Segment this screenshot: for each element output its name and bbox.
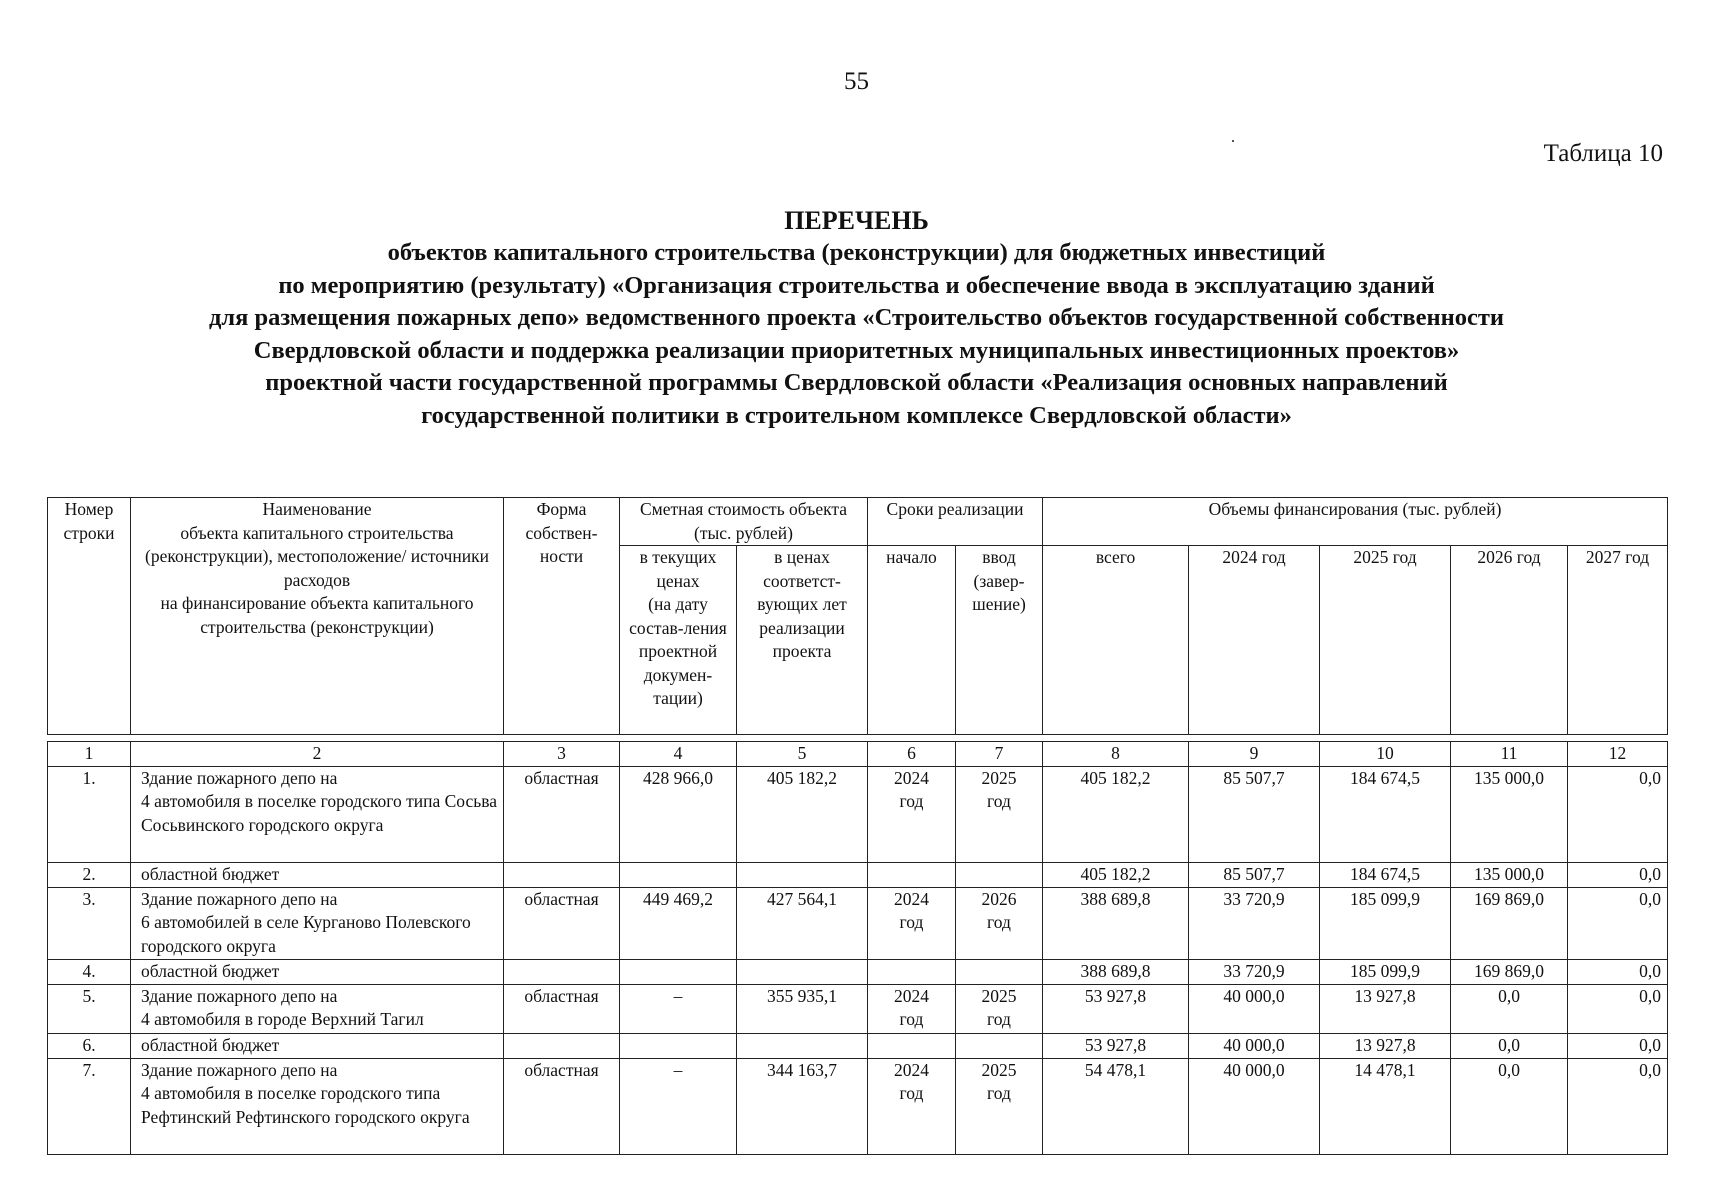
- total-cell: 405 182,2: [1043, 862, 1189, 887]
- row-number-cell: 5.: [48, 984, 131, 1033]
- header-funding: Объемы финансирования (тыс. рублей): [1043, 498, 1668, 546]
- funding-2026-cell: 169 869,0: [1451, 959, 1568, 984]
- column-number: 3: [504, 742, 620, 767]
- funding-2026-cell: 0,0: [1451, 984, 1568, 1033]
- ownership-cell: [504, 1033, 620, 1058]
- finish-cell: [956, 1033, 1043, 1058]
- title-line: по мероприятию (результату) «Организация строительства и обеспечение ввода в эксплуатацию зданий: [278, 271, 1435, 299]
- funding-2024-cell: 40 000,0: [1189, 984, 1320, 1033]
- funding-2025-cell: 184 674,5: [1320, 862, 1451, 887]
- funding-2026-cell: 0,0: [1451, 1058, 1568, 1154]
- object-name-cell: областной бюджет: [131, 862, 504, 887]
- cost-current-cell: –: [620, 1058, 737, 1154]
- total-cell: 53 927,8: [1043, 984, 1189, 1033]
- header-2025: 2025 год: [1320, 546, 1451, 735]
- ownership-cell: [504, 862, 620, 887]
- data-rows: [48, 766, 1668, 1154]
- funding-2027-cell: 0,0: [1568, 862, 1668, 887]
- start-cell: 2024 год: [868, 984, 956, 1033]
- table-label: Таблица 10: [1543, 140, 1663, 167]
- funding-2024-cell: 85 507,7: [1189, 862, 1320, 887]
- object-name-cell: Здание пожарного депо на 4 автомобиля в поселке городского типа Рефтинский Рефтинского городского округа: [131, 1058, 504, 1154]
- start-cell: 2024 год: [868, 1058, 956, 1154]
- table-header: [47, 497, 1668, 735]
- header-name: Наименование объекта капитального строительства (реконструкции), местоположение/ источники расходов на финансирование объекта капитального строительства (реконструкции): [131, 498, 504, 735]
- funding-2025-cell: 13 927,8: [1320, 1033, 1451, 1058]
- header-2026: 2026 год: [1451, 546, 1568, 735]
- funding-2027-cell: 0,0: [1568, 959, 1668, 984]
- table-row: [48, 862, 1668, 887]
- funding-2026-cell: 0,0: [1451, 1033, 1568, 1058]
- title-main: ПЕРЕЧЕНЬ: [784, 206, 929, 235]
- cost-current-cell: [620, 959, 737, 984]
- funding-2026-cell: 169 869,0: [1451, 887, 1568, 959]
- title-line: для размещения пожарных депо» ведомственного проекта «Строительство объектов государственной собственности: [208, 304, 1505, 331]
- cost-years-cell: 405 182,2: [737, 766, 868, 862]
- column-number: 8: [1043, 742, 1189, 767]
- column-number: 12: [1568, 742, 1668, 767]
- header-total: всего: [1043, 546, 1189, 735]
- ownership-cell: областная: [504, 984, 620, 1033]
- start-cell: [868, 1033, 956, 1058]
- funding-2026-cell: 135 000,0: [1451, 862, 1568, 887]
- column-number: 2: [131, 742, 504, 767]
- title-line: Свердловской области и поддержка реализации приоритетных муниципальных инвестиционных проектов»: [253, 336, 1460, 364]
- finish-cell: [956, 959, 1043, 984]
- funding-2025-cell: 185 099,9: [1320, 959, 1451, 984]
- cost-current-cell: 449 469,2: [620, 887, 737, 959]
- funding-2027-cell: 0,0: [1568, 766, 1668, 862]
- header-estimated-cost: Сметная стоимость объекта (тыс. рублей): [620, 498, 868, 546]
- column-number: 10: [1320, 742, 1451, 767]
- column-number: 6: [868, 742, 956, 767]
- header-2027: 2027 год: [1568, 546, 1668, 735]
- cost-years-cell: 355 935,1: [737, 984, 868, 1033]
- document-title: [0, 205, 1713, 432]
- funding-2024-cell: 33 720,9: [1189, 887, 1320, 959]
- object-name-cell: Здание пожарного депо на 4 автомобиля в поселке городского типа Сосьва Сосьвинского городского округа: [131, 766, 504, 862]
- finish-cell: 2025 год: [956, 766, 1043, 862]
- funding-2024-cell: 85 507,7: [1189, 766, 1320, 862]
- total-cell: 53 927,8: [1043, 1033, 1189, 1058]
- header-timeline: Сроки реализации: [868, 498, 1043, 546]
- row-number-cell: 2.: [48, 862, 131, 887]
- total-cell: 388 689,8: [1043, 887, 1189, 959]
- cost-years-cell: [737, 1033, 868, 1058]
- table-row: [48, 984, 1668, 1033]
- row-number-cell: 1.: [48, 766, 131, 862]
- row-number-cell: 7.: [48, 1058, 131, 1154]
- start-cell: 2024 год: [868, 887, 956, 959]
- object-name-cell: областной бюджет: [131, 1033, 504, 1058]
- table-row: [48, 959, 1668, 984]
- funding-2026-cell: 135 000,0: [1451, 766, 1568, 862]
- funding-2027-cell: 0,0: [1568, 887, 1668, 959]
- funding-2025-cell: 185 099,9: [1320, 887, 1451, 959]
- header-cost-current: в текущих ценах (на дату состав-ления проектной докумен-тации): [620, 546, 737, 735]
- table-row: [48, 1033, 1668, 1058]
- cost-current-cell: 428 966,0: [620, 766, 737, 862]
- finish-cell: 2026 год: [956, 887, 1043, 959]
- object-name-cell: Здание пожарного депо на 6 автомобилей в селе Курганово Полевского городского округа: [131, 887, 504, 959]
- cost-current-cell: [620, 1033, 737, 1058]
- column-number: 11: [1451, 742, 1568, 767]
- ownership-cell: [504, 959, 620, 984]
- funding-2027-cell: 0,0: [1568, 1058, 1668, 1154]
- object-name-cell: Здание пожарного депо на 4 автомобиля в городе Верхний Тагил: [131, 984, 504, 1033]
- header-ownership: Форма собствен-ности: [504, 498, 620, 735]
- row-number-cell: 6.: [48, 1033, 131, 1058]
- ownership-cell: областная: [504, 766, 620, 862]
- header-cost-years: в ценах соответст-вующих лет реализации проекта: [737, 546, 868, 735]
- table-row: [48, 766, 1668, 862]
- table-row: [48, 887, 1668, 959]
- header-finish: ввод (завер-шение): [956, 546, 1043, 735]
- cost-years-cell: 344 163,7: [737, 1058, 868, 1154]
- start-cell: 2024 год: [868, 766, 956, 862]
- cost-years-cell: [737, 959, 868, 984]
- column-number-row: [48, 742, 1668, 767]
- funding-2024-cell: 33 720,9: [1189, 959, 1320, 984]
- finish-cell: [956, 862, 1043, 887]
- header-row-number: Номер строки: [48, 498, 131, 735]
- header-2024: 2024 год: [1189, 546, 1320, 735]
- finish-cell: 2025 год: [956, 984, 1043, 1033]
- finish-cell: 2025 год: [956, 1058, 1043, 1154]
- total-cell: 405 182,2: [1043, 766, 1189, 862]
- cost-years-cell: 427 564,1: [737, 887, 868, 959]
- funding-2024-cell: 40 000,0: [1189, 1058, 1320, 1154]
- title-line: объектов капитального строительства (реконструкции) для бюджетных инвестиций: [387, 239, 1326, 266]
- cost-current-cell: –: [620, 984, 737, 1033]
- funding-2025-cell: 184 674,5: [1320, 766, 1451, 862]
- header-start: начало: [868, 546, 956, 735]
- total-cell: 388 689,8: [1043, 959, 1189, 984]
- start-cell: [868, 959, 956, 984]
- funding-2027-cell: 0,0: [1568, 1033, 1668, 1058]
- funding-2025-cell: 14 478,1: [1320, 1058, 1451, 1154]
- table-row: [48, 1058, 1668, 1154]
- title-line: проектной части государственной программы Свердловской области «Реализация основных направлений: [265, 369, 1448, 396]
- object-name-cell: областной бюджет: [131, 959, 504, 984]
- scan-speck: [1232, 140, 1234, 142]
- column-number: 1: [48, 742, 131, 767]
- funding-2027-cell: 0,0: [1568, 984, 1668, 1033]
- cost-years-cell: [737, 862, 868, 887]
- table-body: [47, 741, 1668, 1155]
- column-number: 7: [956, 742, 1043, 767]
- ownership-cell: областная: [504, 1058, 620, 1154]
- funding-2025-cell: 13 927,8: [1320, 984, 1451, 1033]
- column-number: 5: [737, 742, 868, 767]
- page-number: 55: [844, 68, 869, 95]
- title-line: государственной политики в строительном комплексе Свердловской области»: [421, 401, 1292, 429]
- total-cell: 54 478,1: [1043, 1058, 1189, 1154]
- ownership-cell: областная: [504, 887, 620, 959]
- funding-2024-cell: 40 000,0: [1189, 1033, 1320, 1058]
- cost-current-cell: [620, 862, 737, 887]
- row-number-cell: 4.: [48, 959, 131, 984]
- start-cell: [868, 862, 956, 887]
- row-number-cell: 3.: [48, 887, 131, 959]
- column-number: 9: [1189, 742, 1320, 767]
- column-number: 4: [620, 742, 737, 767]
